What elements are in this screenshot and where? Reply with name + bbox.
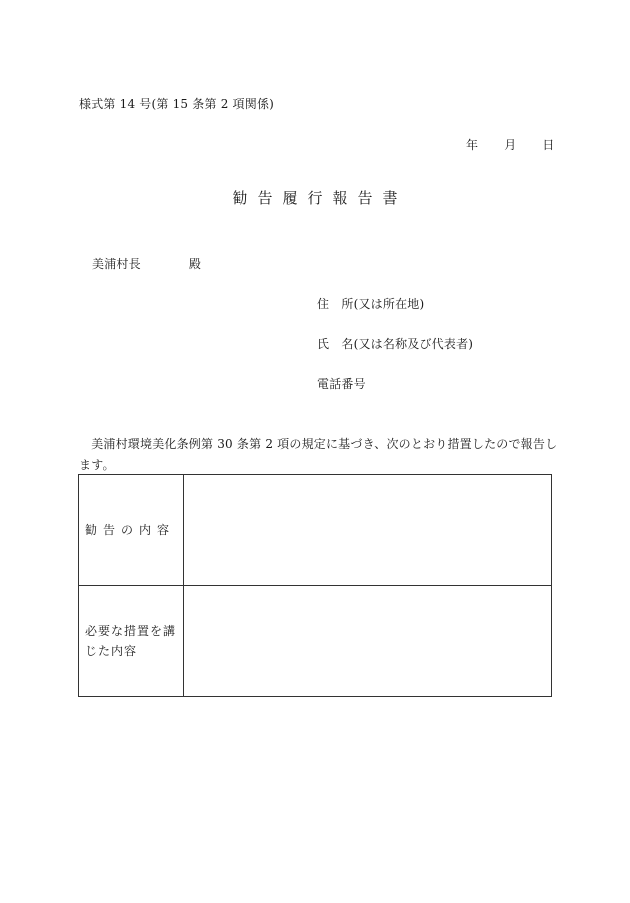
- document-title: 勧告履行報告書: [232, 189, 408, 207]
- form-number: 様式第 14 号(第 15 条第 2 項関係): [79, 97, 275, 111]
- addressee-name: 美浦村長: [92, 257, 141, 271]
- reporter-phone-label: 電話番号: [317, 377, 366, 391]
- date-month-label: 月: [504, 138, 517, 152]
- reporter-address-label: 住 所(又は所在地): [317, 297, 425, 311]
- body-text-line-1: 美浦村環境美化条例第 30 条第 2 項の規定に基づき、次のとおり措置したので報告し: [79, 437, 558, 451]
- table-row-recommendation: [79, 475, 552, 586]
- date-line: [466, 138, 555, 152]
- addressee-honorific: 殿: [188, 257, 202, 271]
- recommendation-content-field[interactable]: [184, 475, 552, 586]
- body-text-line-2: ます。: [79, 458, 115, 472]
- recommendation-content-label-cell: [79, 475, 184, 586]
- measures-taken-label: 必要な措置を講じた内容: [85, 624, 177, 658]
- table-row-measures: [79, 586, 552, 697]
- addressee: [92, 257, 201, 271]
- measures-taken-label-cell: [79, 586, 184, 697]
- report-table: [78, 474, 552, 697]
- date-day-label: 日: [542, 138, 555, 152]
- date-year-label: 年: [466, 138, 479, 152]
- recommendation-content-label: 勧告の内容: [85, 523, 176, 537]
- reporter-name-label: 氏 名(又は名称及び代表者): [317, 337, 474, 351]
- measures-taken-field[interactable]: [184, 586, 552, 697]
